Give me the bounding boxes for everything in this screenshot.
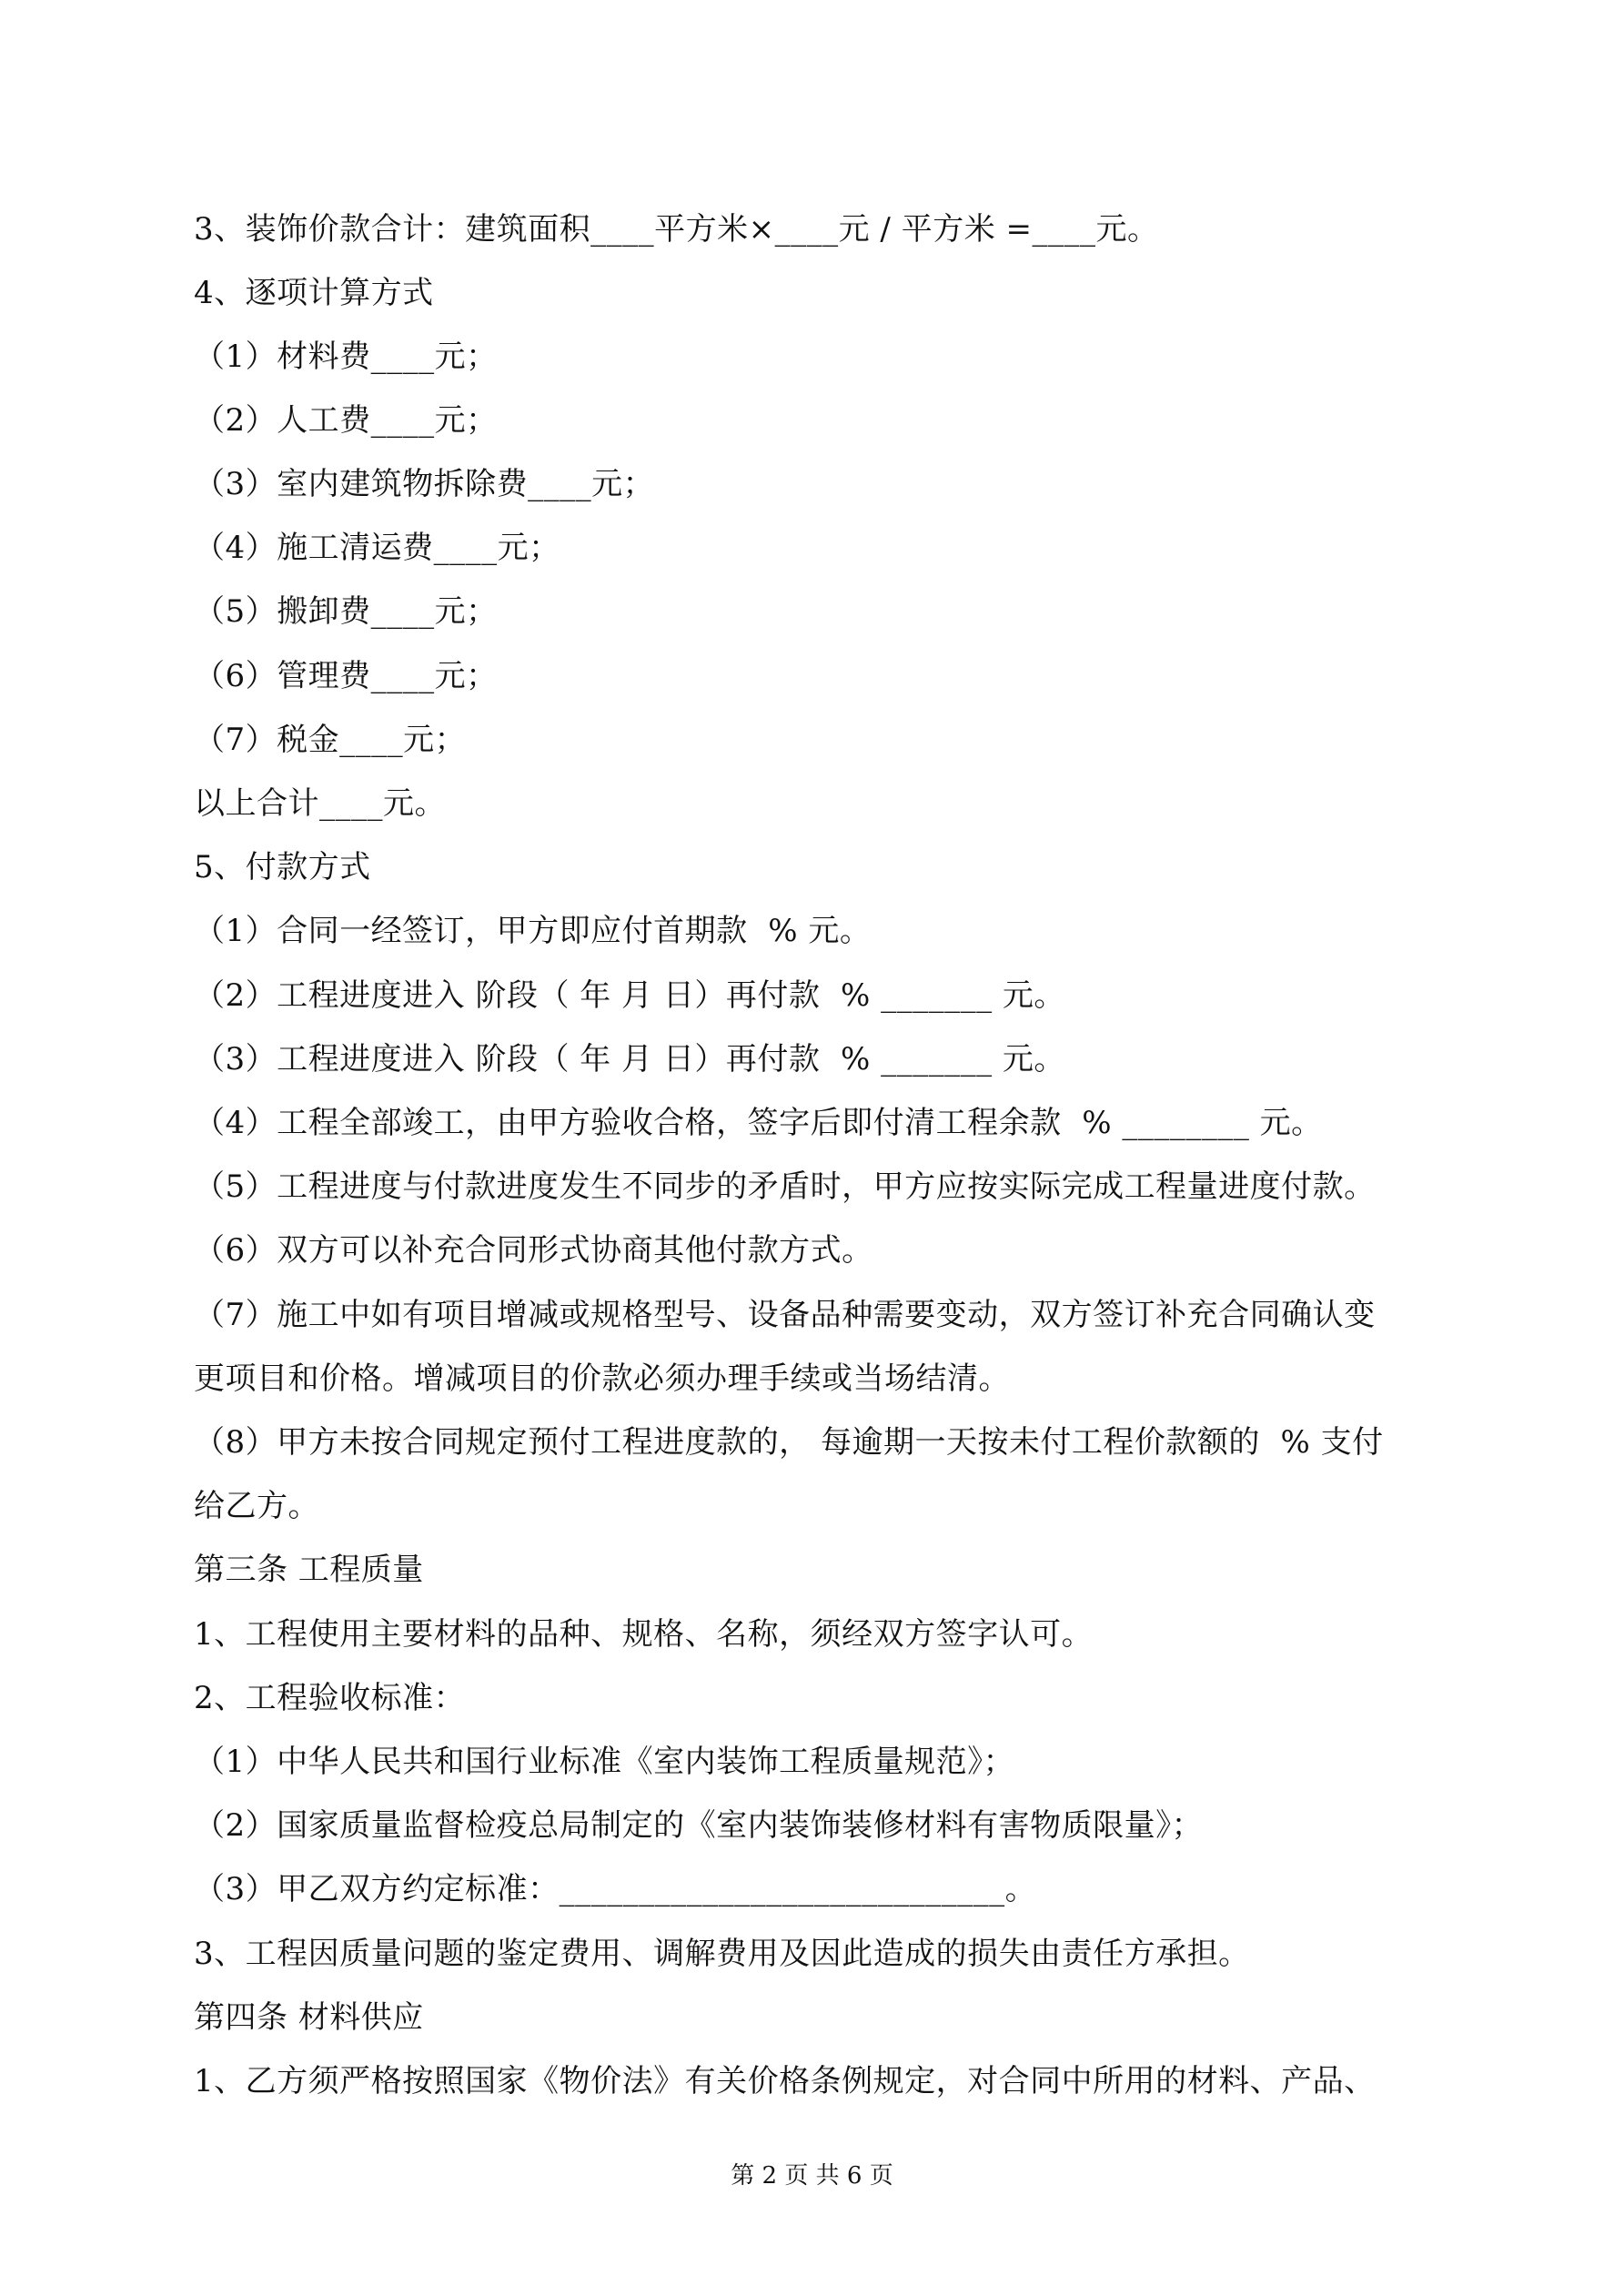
item-material-fee: （1）材料费____元； — [194, 339, 498, 375]
page-footer: 第 2 页 共 6 页 — [731, 2162, 893, 2190]
standard-item-2: （2）国家质量监督检疫总局制定的《室内装饰装修材料有害物质限量》； — [194, 1807, 1204, 1844]
payment-item-8: （8）甲方未按合同规定预付工程进度款的， 每逾期一天按未付工程价款额的 % 支付 — [194, 1424, 1384, 1461]
payment-item-4: （4）工程全部竣工，由甲方验收合格，签字后即付清工程余款 % ________ 元。 — [194, 1105, 1323, 1141]
payment-item-8-cont: 给乙方。 — [194, 1488, 319, 1524]
article-3-heading: 第三条 工程质量 — [194, 1552, 424, 1588]
item-tax: （7）税金____元； — [194, 722, 467, 758]
clause-itemized-heading: 4、逐项计算方式 — [194, 275, 434, 311]
item-management-fee: （6）管理费____元； — [194, 658, 498, 694]
clause-price-total: 3、装饰价款合计：建筑面积____平方米×____元 / 平方米 =____元。 — [194, 211, 1159, 248]
payment-item-5: （5）工程进度与付款进度发生不同步的矛盾时，甲方应按实际完成工程量进度付款。 — [194, 1168, 1376, 1205]
supply-item-1: 1、乙方须严格按照国家《物价法》有关价格条例规定，对合同中所用的材料、产品、 — [194, 2063, 1376, 2099]
payment-item-6: （6）双方可以补充合同形式协商其他付款方式。 — [194, 1232, 873, 1269]
payment-item-3: （3）工程进度进入 阶段（ 年 月 日）再付款 % _______ 元。 — [194, 1041, 1065, 1077]
standard-item-1: （1）中华人民共和国行业标准《室内装饰工程质量规范》； — [194, 1744, 1015, 1780]
subtotal-line: 以上合计____元。 — [194, 785, 446, 822]
payment-item-7: （7）施工中如有项目增减或规格型号、设备品种需要变动，双方签订补充合同确认变 — [194, 1297, 1376, 1333]
payment-item-2: （2）工程进度进入 阶段（ 年 月 日）再付款 % _______ 元。 — [194, 977, 1065, 1014]
item-handling-fee: （5）搬卸费____元； — [194, 593, 498, 630]
item-labor-fee: （2）人工费____元； — [194, 402, 498, 439]
standard-item-3: （3）甲乙双方约定标准：____________________________。 — [194, 1871, 1037, 1907]
quality-item-3: 3、工程因质量问题的鉴定费用、调解费用及因此造成的损失由责任方承担。 — [194, 1936, 1250, 1972]
item-demolition-fee: （3）室内建筑物拆除费____元； — [194, 466, 655, 502]
clause-payment-heading: 5、付款方式 — [194, 849, 371, 885]
quality-item-2: 2、工程验收标准： — [194, 1680, 466, 1716]
quality-item-1: 1、工程使用主要材料的品种、规格、名称，须经双方签字认可。 — [194, 1616, 1094, 1653]
payment-item-1: （1）合同一经签订，甲方即应付首期款 % 元。 — [194, 913, 872, 949]
article-4-heading: 第四条 材料供应 — [194, 1999, 424, 2036]
payment-item-7-cont: 更项目和价格。增减项目的价款必须办理手续或当场结清。 — [194, 1360, 1010, 1397]
item-cleanup-fee: （4）施工清运费____元； — [194, 530, 560, 566]
